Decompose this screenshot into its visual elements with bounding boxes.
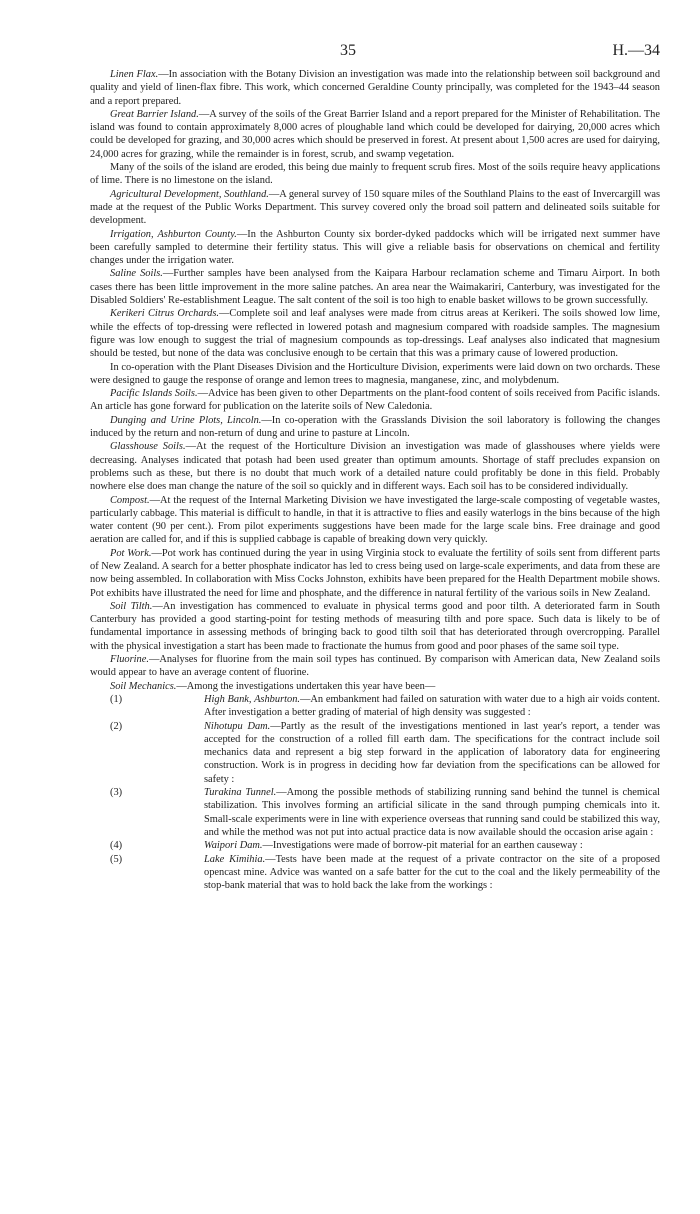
document-reference: H.—34	[612, 42, 660, 59]
list-item	[90, 853, 660, 893]
paragraph-text: —Pot work has continued during the year in using Virginia stock to evaluate the fertility of soils sent from different parts of New Zealand. A search for a better phosphate indicator has led to cress being used on large-scale experiments, and data from these are now being assembled. In collaboration with Miss Cocks Johnston, exhibits have been prepared for the Health Department mobile shows. Pot exhibits have illustrated the need for lime and phosphate, and the difference in natural fertility of the various soils in New Zealand.	[90, 547, 660, 599]
paragraph	[90, 494, 660, 547]
body-text	[90, 68, 660, 693]
list-item	[90, 839, 660, 852]
paragraph-heading: Soil Tilth.	[110, 600, 153, 612]
paragraph-heading: Pot Work.	[110, 547, 152, 559]
paragraph	[90, 547, 660, 600]
list-item-text: —An embankment had failed on saturation with water due to a high air voids content. After investigation a better grading of material of high density was suggested :	[204, 693, 660, 719]
paragraph-heading: Saline Soils.	[110, 268, 163, 280]
paragraph	[90, 680, 660, 693]
paragraph-heading: Glasshouse Soils.	[110, 441, 186, 453]
paragraph-text: —A general survey of 150 square miles of the Southland Plains to the east of Invercargill was made at the request of the Public Works Department. This survey covered only the broad soil pattern and delineated soils suitable for development.	[90, 188, 660, 227]
paragraph	[90, 653, 660, 680]
paragraph-text: —In association with the Botany Division an investigation was made into the relationship between soil background and quality and yield of linen-flax fibre. This work, which concerned Geraldine County principally, was completed for the 1943–44 season and a report prepared.	[90, 69, 661, 107]
list-item-heading: Turakina Tunnel.	[204, 787, 277, 799]
list-item-text: —Among the possible methods of stabilizing running sand behind the tunnel is chemical stabilization. This involves forming an artificial silicate in the sand through pumping chemicals into it. Small-scale experiments were in line with experience overseas that running sand could be stabilized this way, and while the method was not put into actual practice data is now available should the occasion arise again :	[204, 787, 660, 838]
soil-mechanics-list	[90, 693, 660, 892]
paragraph-heading: Kerikeri Citrus Orchards.	[110, 308, 220, 320]
list-item	[90, 786, 660, 839]
paragraph-text: —A survey of the soils of the Great Barrier Island and a report prepared for the Minister of Rehabilitation. The island was found to contain approximately 8,000 acres of ploughable land which could be developed for dairying, 20,000 acres which could be developed for grazing, and 30,000 acres which should be preserved in forest. At present about 1,500 acres are used for dairying, 24,000 acres for grazing, while the remainder is in forest, scrub, and swamp vegetation.	[90, 108, 660, 160]
paragraph-heading: Irrigation, Ashburton County.	[110, 228, 237, 240]
list-item-number: (2)	[110, 720, 123, 732]
paragraph-text: —At the request of the Horticulture Division an investigation was made of glasshouses where yields were decreasing. Analyses indicated that potash had been used greater than optimum amounts. Shortage of staff precludes expansion on problems such as these, but there is no doubt that much work of a detailed nature could profitably be done in this field. Probably nowhere else does man change the nature of the soil so quickly and in different ways. Each soil has to be considered individually.	[90, 441, 660, 493]
paragraph-text: Many of the soils of the island are eroded, this being due mainly to frequent scrub fires. Most of the soils require heavy applications of lime. There is no limestone on the island.	[90, 162, 660, 187]
page-number: 35	[340, 42, 356, 59]
paragraph	[90, 414, 660, 441]
paragraph-text: —Complete soil and leaf analyses were made from citrus areas at Kerikeri. The soils showed low lime, while the effects of top-dressing were reflected in lowered potash and magnesium compared with roadside samples. The magnesium figure was low enough to suggest the trial of magnesium compounds as top-dressings. Leaf analyses also indicated that magnesium should be tested, but none of the data was conclusive enough to be certain that this was a primary cause of lowered production.	[90, 308, 661, 360]
paragraph-text: —In the Ashburton County six border-dyked paddocks which will be irrigated next summer have been carefully sampled to determine their fertility status. This will give a reliable basis for observations on chemical and fertility changes under the irrigation water.	[90, 228, 661, 267]
list-item-heading: Waipori Dam.	[204, 840, 263, 852]
list-item-number: (4)	[110, 840, 123, 852]
paragraph-heading: Dunging and Urine Plots, Lincoln.	[110, 414, 262, 426]
paragraph	[90, 228, 660, 268]
paragraph	[90, 267, 660, 307]
paragraph-heading: Compost.	[110, 494, 150, 506]
paragraph	[90, 600, 660, 653]
paragraph-heading: Pacific Islands Soils.	[110, 388, 198, 400]
paragraph	[90, 307, 660, 360]
list-item-number: (3)	[110, 787, 123, 799]
list-item-text: —Tests have been made at the request of a private contractor on the site of a proposed opencast mine. Advice was wanted on a safe batter for the cut to the coal and the likely permeability of the stop-bank material that was to hold back the lake from the workings :	[204, 853, 660, 892]
paragraph	[90, 108, 660, 161]
list-item-number: (5)	[110, 853, 123, 865]
paragraph-text: —An investigation has commenced to evaluate in physical terms good and poor tilth. A deteriorated farm in South Canterbury has provided a good starting-point for testing methods of measuring tilth and pore space. Such data is likely to be of fundamental importance in assessing methods of bringing back to good tilth soil that has deteriorated through overcropping. Parallel with the physical investigation a start has been made to fractionate the humus from good and poor phases of the same soil type.	[90, 600, 660, 652]
paragraph-text: —Among the investigations undertaken this year have been—	[176, 680, 436, 692]
list-item	[90, 693, 660, 720]
paragraph-text: —Advice has been given to other Departments on the plant-food content of soils received from Pacific islands. An article has gone forward for publication on the laterite soils of New Caledonia.	[90, 388, 660, 413]
paragraph-text: —At the request of the Internal Marketing Division we have investigated the large-scale composting of vegetable wastes, particularly cabbage. This material is difficult to handle, in that it is attractive to flies and easily waterlogs in the bins because of the high water content (90 per cent.). From pilot experiments suggestions have been made for the large scale bins. Free drainage and good aeration are called for, and if this is supplied cabbage is capable of breaking down very quickly.	[90, 494, 660, 546]
paragraph-text: —In co-operation with the Grasslands Division the soil laboratory is following the changes induced by the return and non-return of dung and urine to pasture at Lincoln.	[90, 414, 660, 440]
paragraph	[90, 188, 660, 228]
list-item	[90, 720, 660, 786]
paragraph-text: In co-operation with the Plant Diseases Division and the Horticulture Division, experiments were laid down on two orchards. These were designed to gauge the response of orange and lemon trees to magnesia, manganese, zinc, and molybdenum.	[90, 361, 660, 386]
list-item-heading: Lake Kimihia.	[204, 853, 266, 865]
list-item-text: —Investigations were made of borrow-pit material for an earthen causeway :	[262, 840, 583, 852]
list-item-heading: High Bank, Ashburton.	[204, 693, 300, 705]
paragraph	[90, 440, 660, 493]
list-item-heading: Nihotupu Dam.	[204, 720, 271, 732]
paragraph	[90, 161, 660, 188]
paragraph	[90, 387, 660, 414]
list-item-number: (1)	[110, 693, 123, 705]
paragraph-heading: Great Barrier Island.	[110, 108, 199, 120]
paragraph-text: —Further samples have been analysed from the Kaipara Harbour reclamation scheme and Timaru Airport. In both cases there has been little improvement in the more saline patches. An area near the Waimakariri, Canterbury, was investigated for the Disabled Soldiers' Re-establishment League. The salt content of the soil is too high to enable basket willows to be grown successfully.	[90, 268, 660, 307]
paragraph-heading: Linen Flax.	[110, 69, 159, 80]
paragraph-heading: Soil Mechanics.	[110, 680, 177, 692]
list-item-text: —Partly as the result of the investigations mentioned in last year's report, a tender was accepted for the construction of a rolled fill earth dam. The specifications for the contract include soil mechanics data and represent a big step forward in the application of laboratory data for engineering construction. Work is in progress in deciding how far deviation from the specifications can be allowed for safety :	[204, 720, 660, 785]
paragraph-heading: Agricultural Development, Southland.	[110, 188, 269, 200]
paragraph	[90, 361, 660, 388]
paragraph	[90, 68, 660, 108]
paragraph-heading: Fluorine.	[110, 654, 149, 666]
paragraph-text: —Analyses for fluorine from the main soil types has continued. By comparison with American data, New Zealand soils would appear to have an average content of fluorine.	[90, 654, 660, 679]
page-header	[90, 44, 660, 68]
